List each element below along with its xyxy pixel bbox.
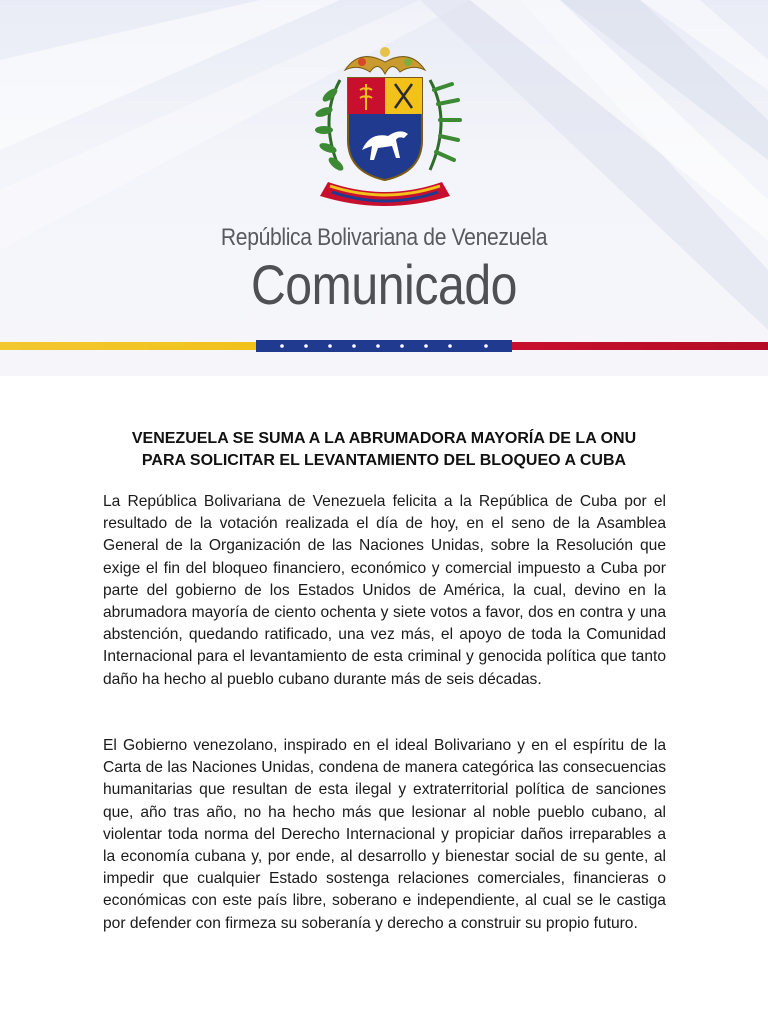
headline-line-1: VENEZUELA SE SUMA A LA ABRUMADORA MAYORÍA DE LA ONU xyxy=(131,430,637,447)
statement-body xyxy=(0,376,768,1024)
headline-line-2: PARA SOLICITAR EL LEVANTAMIENTO DEL BLOQUEO A CUBA xyxy=(141,452,627,469)
issuer-name: República Bolivariana de Venezuela xyxy=(220,224,548,251)
paragraph-1: La República Bolivariana de Venezuela felicita a la República de Cuba por el resultado de la votación realizada el día de hoy, en el seno de la Asamblea General de la Organización de las Naciones Unidas, sobre la Resolución que exige el fin del bloqueo financiero, económico y comercial impuesto a Cuba por parte del gobierno de los Estados Unidos de América, la cual, devino en la abrumadora mayoría de ciento ochenta y siete votos a favor, dos en contra y una abstención, quedando ratificado, una vez más, el apoyo de toda la Comunidad Internacional para el levantamiento de esta criminal y genocida política que tanto daño ha hecho al pueblo cubano durante más de seis décadas. xyxy=(103,493,666,688)
paragraph-2: El Gobierno venezolano, inspirado en el ideal Bolivariano y en el espíritu de la Carta de las Naciones Unidas, condena de manera categórica las consecuencias humanitarias que resultan de esta ilegal y extraterritorial política de sanciones que, año tras año, no ha hecho más que lesionar al noble pueblo cubano, al violentar toda norma del Derecho Internacional y propiciar daños irreparables a la economía cubana y, por ende, al desarrollo y bienestar social de su gente, al impedir que cualquier Estado sostenga relaciones comerciales, financieras o económicas con este país libre, soberano e independiente, al cual se le castiga por defender con firmeza su soberanía y derecho a construir su propio futuro. xyxy=(103,737,666,932)
document-title: Comunicado xyxy=(250,253,518,316)
coat-of-arms-icon xyxy=(300,40,470,215)
letterhead-header xyxy=(0,0,768,376)
statement-headline xyxy=(60,428,708,472)
flag-stripe-band xyxy=(0,340,768,352)
